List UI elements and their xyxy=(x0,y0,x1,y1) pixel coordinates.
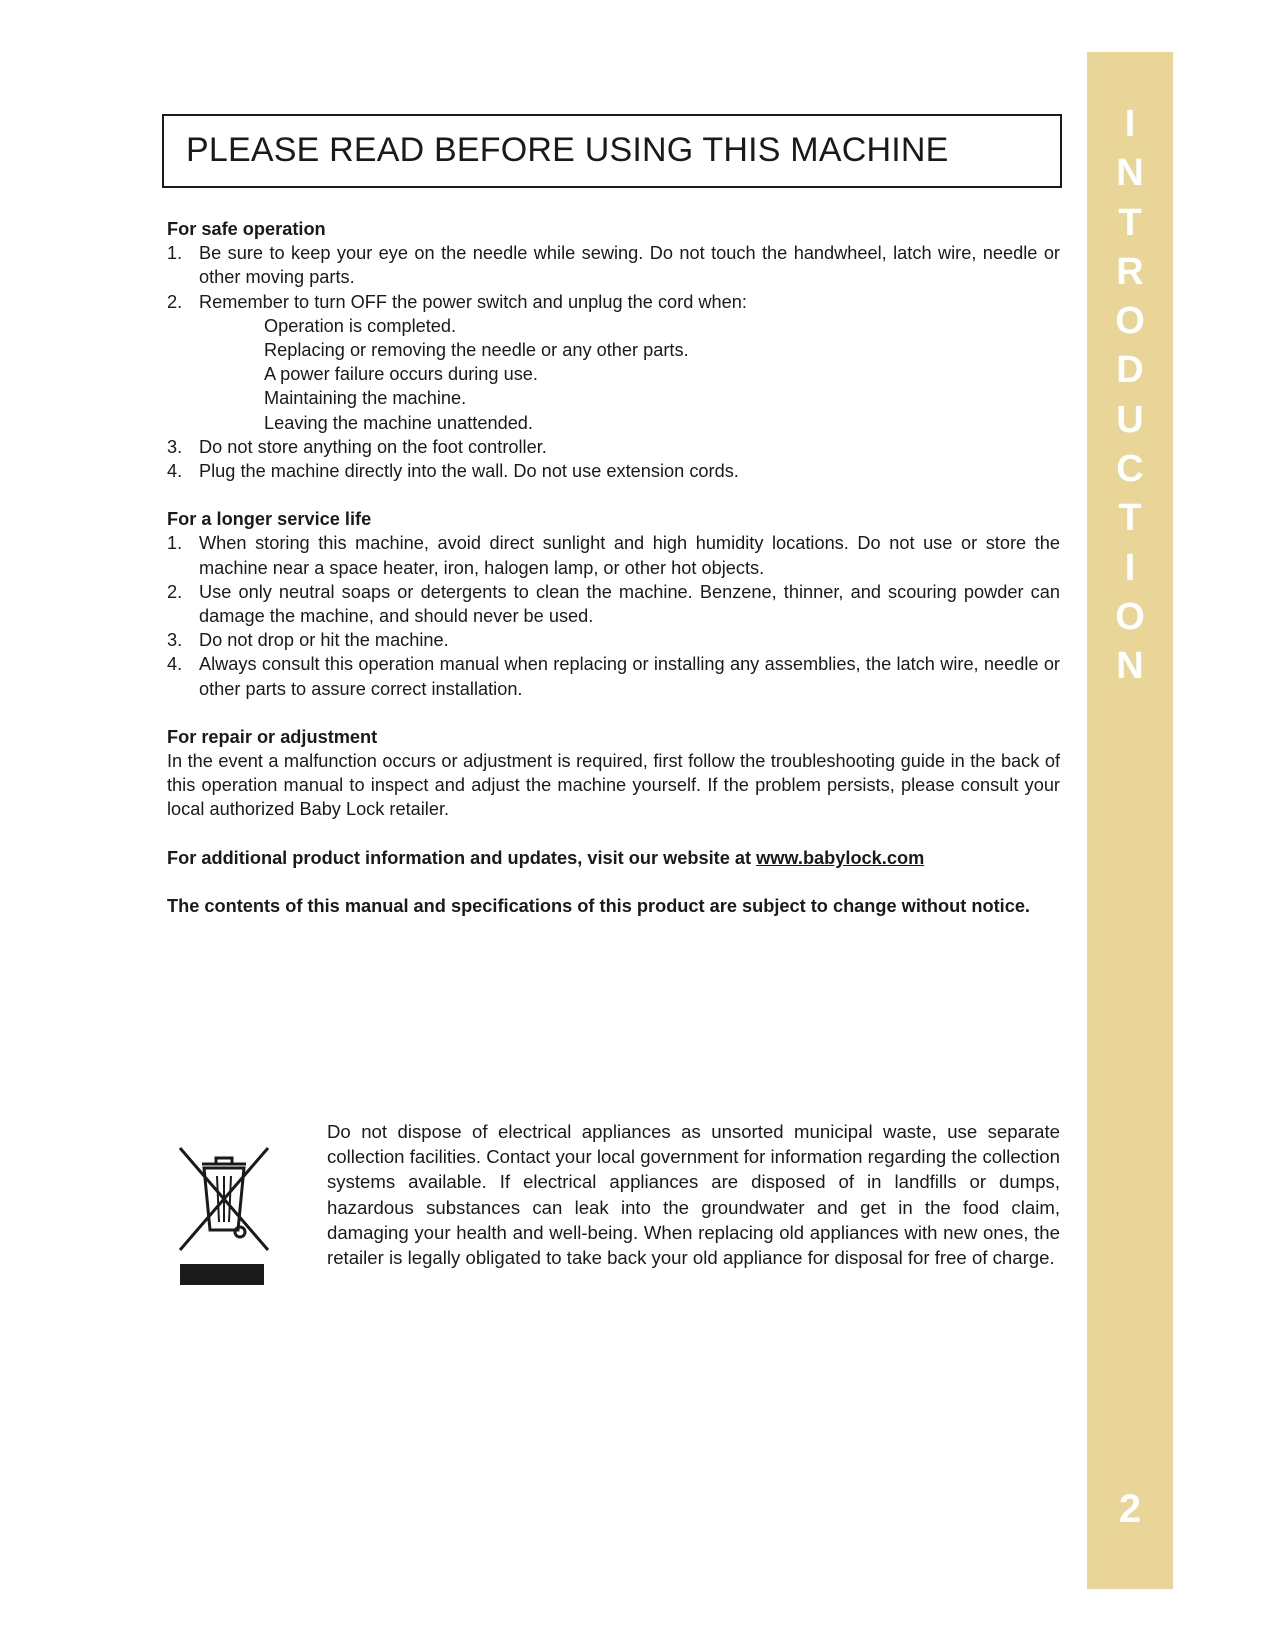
list-item-text: Do not store anything on the foot controller. xyxy=(199,436,547,457)
notice-paragraph: The contents of this manual and specifications of this product are subject to change without notice. xyxy=(167,895,1030,916)
page-title: PLEASE READ BEFORE USING THIS MACHINE xyxy=(186,131,949,169)
service-life-list xyxy=(167,531,1060,700)
service-life-heading: For a longer service life xyxy=(167,509,372,530)
list-item-text: Always consult this operation manual when replacing or installing any assemblies, the latch wire, needle or other parts to assure correct installation. xyxy=(199,654,1060,699)
list-number: 2. xyxy=(167,291,183,312)
list-item-text: Use only neutral soaps or detergents to clean the machine. Benzene, thinner, and scouring powder can damage the machine, and should never be used. xyxy=(199,581,1060,627)
title-box xyxy=(162,114,1062,188)
tab-letter: T xyxy=(1118,497,1142,540)
tab-letter: I xyxy=(1124,546,1136,589)
tab-letter: O xyxy=(1115,300,1145,343)
tab-letter: R xyxy=(1116,250,1144,293)
repair-paragraph: In the event a malfunction occurs or adjustment is required, first follow the troubleshooting guide in the back of this operation manual to inspect and adjust the machine yourself. If the problem persists, please consult your local authorized Baby Lock retailer. xyxy=(167,751,1060,820)
list-item xyxy=(167,241,1060,289)
tab-letter: D xyxy=(1116,349,1144,392)
tab-letter: T xyxy=(1118,201,1142,244)
list-item xyxy=(167,531,1060,579)
list-number: 3. xyxy=(167,436,183,457)
disposal-paragraph: Do not dispose of electrical appliances as unsorted municipal waste, use separate collection facilities. Contact your local government for information regarding the collection systems available. If electrical appliances are disposed of in landfills or dumps, hazardous substances can leak into the groundwater and get in the food claim, damaging your health and well-being. When replacing old appliances with new ones, the retailer is legally obligated to take back your old appliance for disposal for free of charge. xyxy=(327,1121,1060,1269)
safe-operation-list xyxy=(167,241,1060,483)
sub-list-item: A power failure occurs during use. xyxy=(264,364,538,385)
sub-list-item: Replacing or removing the needle or any other parts. xyxy=(264,340,689,361)
tab-letter: O xyxy=(1115,595,1145,638)
list-number: 2. xyxy=(167,581,183,602)
main-content xyxy=(167,217,1060,918)
unplug-conditions-list xyxy=(199,314,1060,435)
tab-letter: U xyxy=(1116,398,1144,441)
section-tab xyxy=(1087,52,1173,1589)
website-text: For additional product information and updates, visit our website at xyxy=(167,847,757,868)
list-item xyxy=(167,628,1060,652)
list-number: 4. xyxy=(167,461,183,482)
list-number: 3. xyxy=(167,630,183,651)
sub-list-item: Maintaining the machine. xyxy=(264,388,467,409)
tab-letter: I xyxy=(1124,103,1136,145)
repair-heading: For repair or adjustment xyxy=(167,726,378,747)
list-item xyxy=(167,290,1060,435)
list-item xyxy=(167,459,1060,483)
tab-letter: N xyxy=(1116,645,1144,688)
list-item-text: Do not drop or hit the machine. xyxy=(199,630,449,651)
safe-operation-heading: For safe operation xyxy=(167,219,326,239)
list-item-text: Remember to turn OFF the power switch and unplug the cord when: xyxy=(199,291,747,312)
list-number: 4. xyxy=(167,654,183,675)
section-tab-label xyxy=(1087,100,1173,692)
page-number: 2 xyxy=(1118,1487,1142,1531)
weee-disposal-icon xyxy=(176,1140,274,1288)
website-line xyxy=(167,846,1060,870)
list-number: 1. xyxy=(167,243,183,264)
sub-list-item: Leaving the machine unattended. xyxy=(264,412,533,433)
list-item-text: When storing this machine, avoid direct sunlight and high humidity locations. Do not use or store the machine near a space heater, iron, halogen lamp, or other hot objects. xyxy=(199,533,1060,578)
website-link[interactable]: www.babylock.com xyxy=(756,847,925,868)
list-item-text: Plug the machine directly into the wall. Do not use extension cords. xyxy=(199,461,739,482)
list-item xyxy=(167,652,1060,700)
tab-letter: C xyxy=(1116,448,1144,491)
tab-letter: N xyxy=(1116,152,1144,195)
list-item xyxy=(167,435,1060,459)
list-number: 1. xyxy=(167,533,183,554)
list-item xyxy=(167,580,1060,628)
list-item-text: Be sure to keep your eye on the needle while sewing. Do not touch the handwheel, latch wire, needle or other moving parts. xyxy=(199,243,1060,288)
sub-list-item: Operation is completed. xyxy=(264,315,457,336)
